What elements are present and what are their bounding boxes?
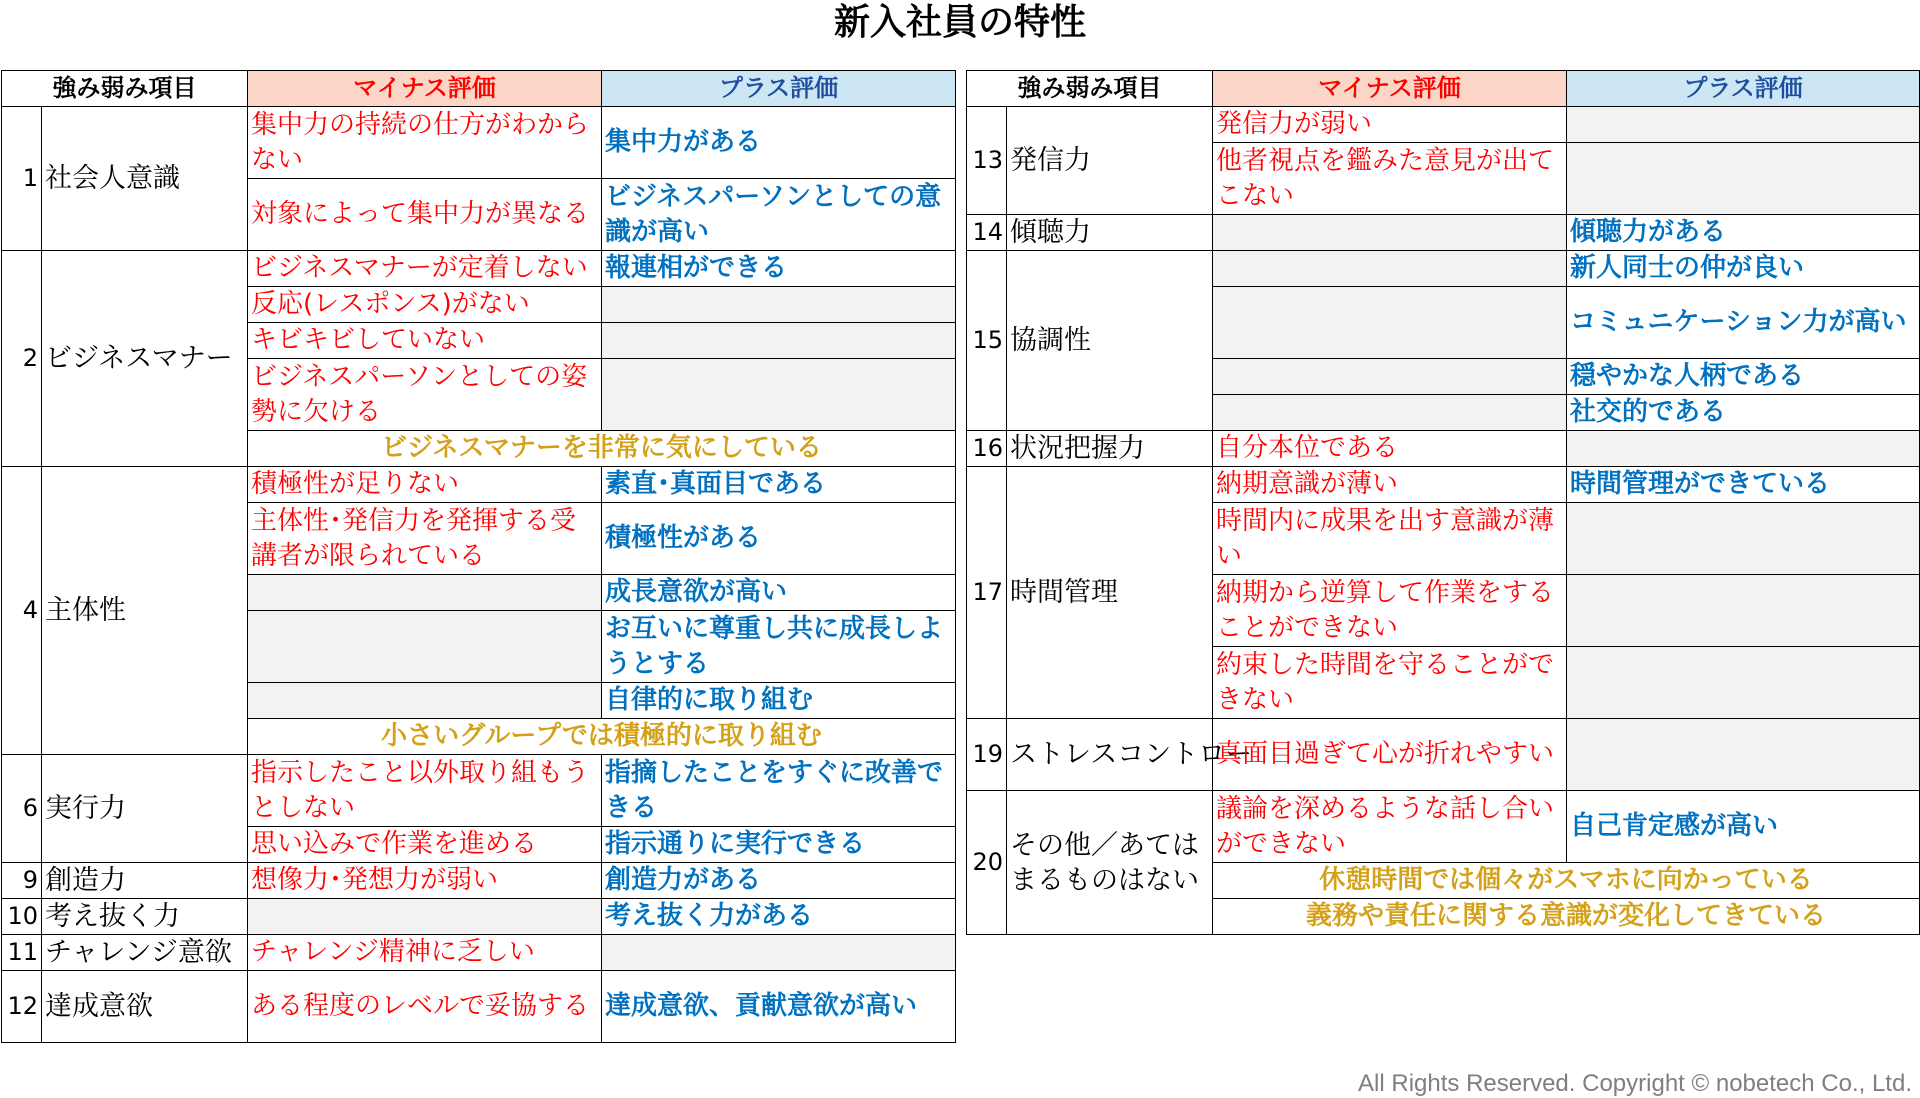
plus-cell: コミュニケーション力が高い bbox=[1567, 287, 1920, 359]
header-minus: マイナス評価 bbox=[248, 71, 602, 107]
minus-cell: 反応(レスポンス)がない bbox=[248, 287, 602, 323]
right-traits-table bbox=[966, 70, 1920, 935]
empty-cell bbox=[1213, 359, 1567, 395]
row-number: 16 bbox=[967, 431, 1007, 467]
minus-cell: 議論を深めるような話し合いができない bbox=[1213, 791, 1567, 863]
plus-cell: 自律的に取り組む bbox=[602, 683, 956, 719]
plus-cell: お互いに尊重し共に成長しようとする bbox=[602, 611, 956, 683]
plus-cell: 指示通りに実行できる bbox=[602, 827, 956, 863]
trait-name: 発信力 bbox=[1007, 107, 1213, 215]
empty-cell bbox=[602, 323, 956, 359]
minus-cell: 集中力の持続の仕方がわからない bbox=[248, 107, 602, 179]
minus-cell: 想像力･発想力が弱い bbox=[248, 863, 602, 899]
plus-cell: 新人同士の仲が良い bbox=[1567, 251, 1920, 287]
trait-name: 達成意欲 bbox=[42, 971, 248, 1043]
minus-cell: 思い込みで作業を進める bbox=[248, 827, 602, 863]
plus-cell: 自己肯定感が高い bbox=[1567, 791, 1920, 863]
row-number: 9 bbox=[2, 863, 42, 899]
plus-cell: 社交的である bbox=[1567, 395, 1920, 431]
header-plus: プラス評価 bbox=[1567, 71, 1920, 107]
empty-cell bbox=[1567, 575, 1920, 647]
header-item: 強み弱み項目 bbox=[2, 71, 248, 107]
row-number: 12 bbox=[2, 971, 42, 1043]
empty-cell bbox=[248, 683, 602, 719]
note-cell: 小さいグループでは積極的に取り組む bbox=[248, 719, 956, 755]
trait-name: 社会人意識 bbox=[42, 107, 248, 251]
trait-name: 実行力 bbox=[42, 755, 248, 863]
row-number: 20 bbox=[967, 791, 1007, 935]
note-cell: 義務や責任に関する意識が変化してきている bbox=[1213, 899, 1920, 935]
empty-cell bbox=[1567, 143, 1920, 215]
minus-cell: ビジネスパーソンとしての姿勢に欠ける bbox=[248, 359, 602, 431]
empty-cell bbox=[248, 899, 602, 935]
minus-cell: ビジネスマナーが定着しない bbox=[248, 251, 602, 287]
row-number: 15 bbox=[967, 251, 1007, 431]
plus-cell: 達成意欲、貢献意欲が高い bbox=[602, 971, 956, 1043]
empty-cell bbox=[1567, 431, 1920, 467]
plus-cell: ビジネスパーソンとしての意識が高い bbox=[602, 179, 956, 251]
empty-cell bbox=[248, 575, 602, 611]
empty-cell bbox=[1213, 251, 1567, 287]
plus-cell: 創造力がある bbox=[602, 863, 956, 899]
row-number: 11 bbox=[2, 935, 42, 971]
trait-name: 考え抜く力 bbox=[42, 899, 248, 935]
row-number: 14 bbox=[967, 215, 1007, 251]
page-title: 新入社員の特性 bbox=[833, 2, 1086, 43]
empty-cell bbox=[1567, 647, 1920, 719]
trait-name: 時間管理 bbox=[1007, 467, 1213, 719]
row-number: 13 bbox=[967, 107, 1007, 215]
row-number: 4 bbox=[2, 467, 42, 755]
plus-cell: 素直･真面目である bbox=[602, 467, 956, 503]
empty-cell bbox=[1213, 215, 1567, 251]
minus-cell: 対象によって集中力が異なる bbox=[248, 179, 602, 251]
trait-name: ストレスコントロー bbox=[1007, 719, 1213, 791]
row-number: 10 bbox=[2, 899, 42, 935]
minus-cell: 他者視点を鑑みた意見が出てこない bbox=[1213, 143, 1567, 215]
note-cell: ビジネスマナーを非常に気にしている bbox=[248, 431, 956, 467]
trait-name: 傾聴力 bbox=[1007, 215, 1213, 251]
note-cell: 休憩時間では個々がスマホに向かっている bbox=[1213, 863, 1920, 899]
trait-name: 主体性 bbox=[42, 467, 248, 755]
trait-name: 協調性 bbox=[1007, 251, 1213, 431]
empty-cell bbox=[1567, 503, 1920, 575]
plus-cell: 積極性がある bbox=[602, 503, 956, 575]
empty-cell bbox=[1213, 395, 1567, 431]
minus-cell: 主体性･発信力を発揮する受講者が限られている bbox=[248, 503, 602, 575]
empty-cell bbox=[1567, 719, 1920, 791]
plus-cell: 傾聴力がある bbox=[1567, 215, 1920, 251]
header-minus: マイナス評価 bbox=[1213, 71, 1567, 107]
empty-cell bbox=[602, 935, 956, 971]
minus-cell: チャレンジ精神に乏しい bbox=[248, 935, 602, 971]
empty-cell bbox=[602, 359, 956, 431]
minus-cell: 納期意識が薄い bbox=[1213, 467, 1567, 503]
plus-cell: 集中力がある bbox=[602, 107, 956, 179]
left-traits-table bbox=[1, 70, 956, 1043]
header-row bbox=[967, 71, 1920, 107]
plus-cell: 指摘したことをすぐに改善できる bbox=[602, 755, 956, 827]
row-number: 19 bbox=[967, 719, 1007, 791]
plus-cell: 成長意欲が高い bbox=[602, 575, 956, 611]
header-row bbox=[2, 71, 956, 107]
minus-cell: 積極性が足りない bbox=[248, 467, 602, 503]
plus-cell: 報連相ができる bbox=[602, 251, 956, 287]
minus-cell: 発信力が弱い bbox=[1213, 107, 1567, 143]
minus-cell: キビキビしていない bbox=[248, 323, 602, 359]
row-number: 17 bbox=[967, 467, 1007, 719]
copyright-text: All Rights Reserved. Copyright © nobetech Co., Ltd. bbox=[1358, 1070, 1912, 1097]
row-number: 6 bbox=[2, 755, 42, 863]
trait-name: 状況把握力 bbox=[1007, 431, 1213, 467]
minus-cell: 真面目過ぎて心が折れやすい bbox=[1213, 719, 1567, 791]
row-number: 1 bbox=[2, 107, 42, 251]
empty-cell bbox=[248, 611, 602, 683]
plus-cell: 時間管理ができている bbox=[1567, 467, 1920, 503]
header-plus: プラス評価 bbox=[602, 71, 956, 107]
empty-cell bbox=[1213, 287, 1567, 359]
minus-cell: 指示したこと以外取り組もうとしない bbox=[248, 755, 602, 827]
trait-name: チャレンジ意欲 bbox=[42, 935, 248, 971]
header-item: 強み弱み項目 bbox=[967, 71, 1213, 107]
trait-name: 創造力 bbox=[42, 863, 248, 899]
trait-name: その他／あてはまるものはない bbox=[1007, 791, 1213, 935]
row-number: 2 bbox=[2, 251, 42, 467]
minus-cell: 時間内に成果を出す意識が薄い bbox=[1213, 503, 1567, 575]
minus-cell: 約束した時間を守ることができない bbox=[1213, 647, 1567, 719]
plus-cell: 考え抜く力がある bbox=[602, 899, 956, 935]
minus-cell: ある程度のレベルで妥協する bbox=[248, 971, 602, 1043]
plus-cell: 穏やかな人柄である bbox=[1567, 359, 1920, 395]
empty-cell bbox=[1567, 107, 1920, 143]
empty-cell bbox=[602, 287, 956, 323]
minus-cell: 自分本位である bbox=[1213, 431, 1567, 467]
minus-cell: 納期から逆算して作業をすることができない bbox=[1213, 575, 1567, 647]
trait-name: ビジネスマナー bbox=[42, 251, 248, 467]
